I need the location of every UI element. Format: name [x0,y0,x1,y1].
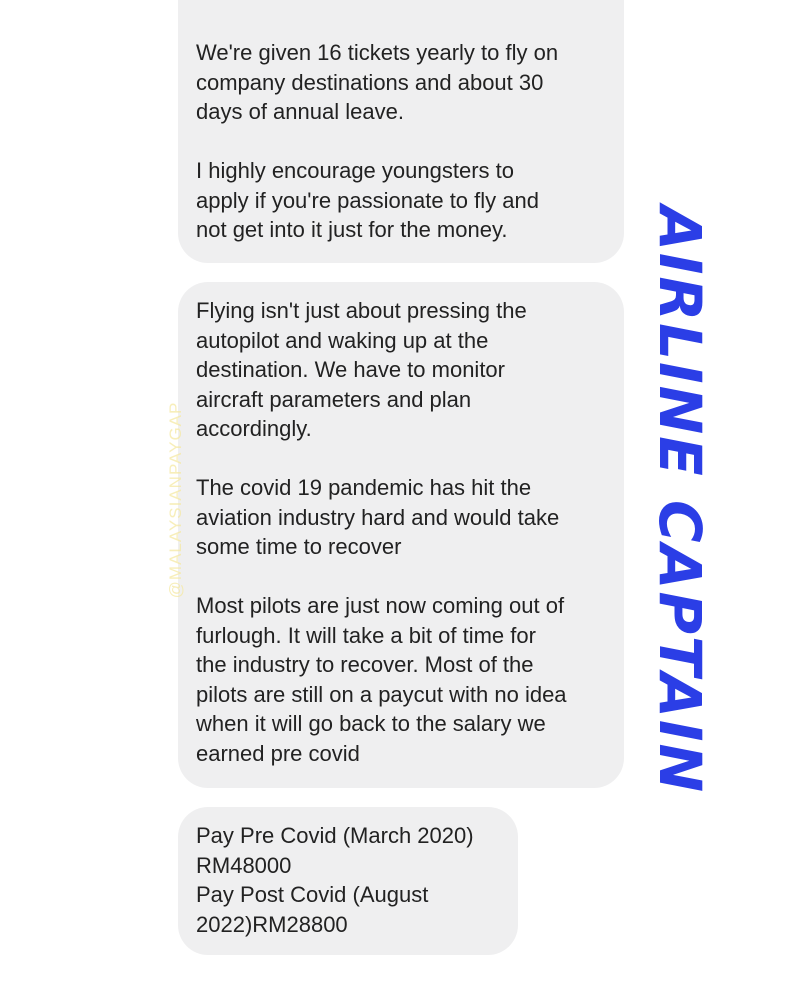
message-bubble-2 [178,282,624,788]
message-bubble-3 [178,807,518,955]
message-text: The covid 19 pandemic has hit the aviation industry hard and would take some time to recover [196,475,560,559]
message-text: We're given 16 tickets yearly to fly on company destinations and about 30 days of annual leave. [196,40,559,124]
message-text: I highly encourage youngsters to apply if you're passionate to fly and not get into it just for the money. [196,158,539,242]
side-caption: AIRLINE CAPTAIN [646,205,714,795]
message-text: Most pilots are just now coming out of furlough. It will take a bit of time for the industry to recover. Most of the pilots are still on a paycut with no idea when it will go back to the salary we earned pre covid [196,593,567,766]
pay-pre-covid-text: Pay Pre Covid (March 2020) RM48000 [196,823,474,878]
watermark: @MALAYSIANPAYGAP [166,401,185,599]
message-text: Flying isn't just about pressing the autopilot and waking up at the destination. We have to monitor aircraft parameters and plan accordingly. [196,298,527,441]
pay-post-covid-text: Pay Post Covid (August 2022)RM28800 [196,882,429,937]
message-bubble-1 [178,0,624,263]
